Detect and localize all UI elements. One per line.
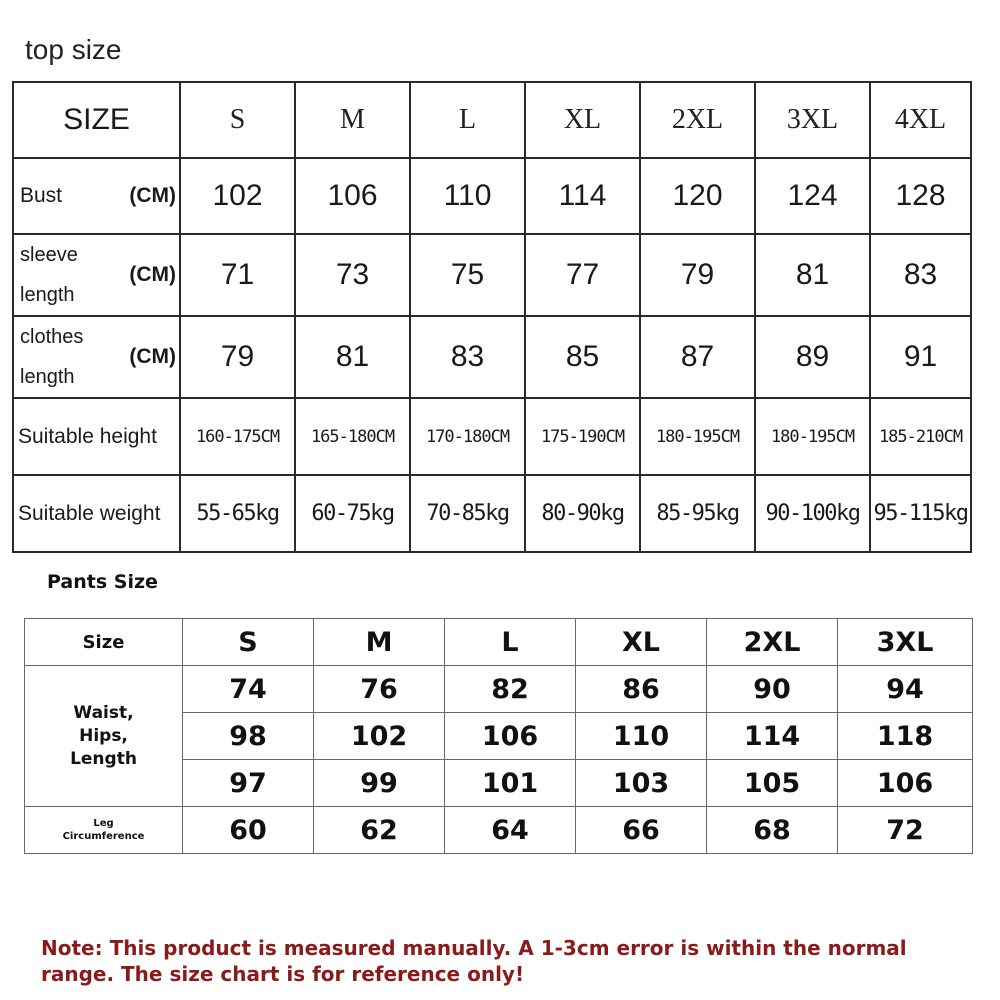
hips-value: 110 <box>576 713 707 760</box>
top-clothes-row <box>13 316 971 398</box>
weight-value: 60-75kg <box>295 475 410 552</box>
top-size-table <box>12 81 972 553</box>
measurement-note: Note: This product is measured manually. A 1-3cm error is within the normal range. The size chart is for reference only! <box>41 936 907 986</box>
waist-value: 94 <box>838 666 973 713</box>
leg-value: 62 <box>314 807 445 854</box>
leg-label-line1: Leg <box>93 818 114 829</box>
pants-waist-row <box>25 666 973 713</box>
sleeve-value: 75 <box>410 234 525 316</box>
clothes-value: 81 <box>295 316 410 398</box>
length-value: 106 <box>838 760 973 807</box>
hips-value: 106 <box>445 713 576 760</box>
waist-value: 90 <box>707 666 838 713</box>
clothes-value: 79 <box>180 316 295 398</box>
top-size-3xl: 3XL <box>755 82 870 158</box>
length-value: 97 <box>183 760 314 807</box>
pants-size-header-row <box>25 619 973 666</box>
top-bust-row <box>13 158 971 234</box>
clothes-label-line1: clothes <box>20 326 84 348</box>
bust-value: 124 <box>755 158 870 234</box>
weight-value: 90-100kg <box>755 475 870 552</box>
pants-size-title: Pants Size <box>47 571 158 593</box>
height-value: 185-210CM <box>870 398 971 475</box>
sleeve-value: 73 <box>295 234 410 316</box>
pants-size-table <box>24 618 973 854</box>
weight-value: 55-65kg <box>180 475 295 552</box>
sleeve-label-line2: length <box>20 284 75 306</box>
weight-value: 85-95kg <box>640 475 755 552</box>
hips-value: 102 <box>314 713 445 760</box>
group-label-line2: Hips, <box>79 725 128 746</box>
leg-value: 60 <box>183 807 314 854</box>
waist-value: 74 <box>183 666 314 713</box>
top-height-row <box>13 398 971 475</box>
waist-value: 86 <box>576 666 707 713</box>
leg-value: 68 <box>707 807 838 854</box>
length-value: 105 <box>707 760 838 807</box>
sleeve-value: 77 <box>525 234 640 316</box>
bust-unit: (CM) <box>129 184 176 207</box>
sleeve-unit: (CM) <box>129 263 176 286</box>
top-weight-row <box>13 475 971 552</box>
pants-size-m: M <box>314 619 445 666</box>
bust-value: 110 <box>410 158 525 234</box>
height-value: 170-180CM <box>410 398 525 475</box>
height-value: 175-190CM <box>525 398 640 475</box>
leg-value: 72 <box>838 807 973 854</box>
clothes-label-cell <box>13 316 180 398</box>
sleeve-value: 79 <box>640 234 755 316</box>
pants-size-s: S <box>183 619 314 666</box>
weight-value: 95-115kg <box>870 475 971 552</box>
bust-value: 128 <box>870 158 971 234</box>
bust-label: Bust <box>20 184 63 207</box>
leg-circumference-label <box>25 807 183 854</box>
pants-size-2xl: 2XL <box>707 619 838 666</box>
height-value: 165-180CM <box>295 398 410 475</box>
pants-size-3xl: 3XL <box>838 619 973 666</box>
sleeve-label-cell <box>13 234 180 316</box>
sleeve-label-line1: sleeve <box>20 244 78 266</box>
waist-value: 76 <box>314 666 445 713</box>
bust-label-cell <box>13 158 180 234</box>
clothes-unit: (CM) <box>129 345 176 368</box>
group-label-line1: Waist, <box>73 702 134 723</box>
sleeve-value: 71 <box>180 234 295 316</box>
weight-label: Suitable weight <box>13 475 180 552</box>
top-size-4xl: 4XL <box>870 82 971 158</box>
height-value: 180-195CM <box>640 398 755 475</box>
hips-value: 114 <box>707 713 838 760</box>
sleeve-value: 83 <box>870 234 971 316</box>
top-sleeve-row <box>13 234 971 316</box>
top-size-header-row <box>13 82 971 158</box>
pants-leg-row <box>25 807 973 854</box>
weight-value: 80-90kg <box>525 475 640 552</box>
top-size-m: M <box>295 82 410 158</box>
pants-size-xl: XL <box>576 619 707 666</box>
sleeve-value: 81 <box>755 234 870 316</box>
hips-value: 118 <box>838 713 973 760</box>
pants-size-l: L <box>445 619 576 666</box>
leg-label-line2: Circumference <box>62 831 145 842</box>
bust-value: 102 <box>180 158 295 234</box>
bust-value: 120 <box>640 158 755 234</box>
pants-size-label: Size <box>25 619 183 666</box>
clothes-value: 91 <box>870 316 971 398</box>
waist-hips-length-label <box>25 666 183 807</box>
height-value: 180-195CM <box>755 398 870 475</box>
top-size-title: top size <box>25 34 122 65</box>
clothes-value: 83 <box>410 316 525 398</box>
top-size-2xl: 2XL <box>640 82 755 158</box>
clothes-label-line2: length <box>20 366 75 388</box>
hips-value: 98 <box>183 713 314 760</box>
bust-value: 114 <box>525 158 640 234</box>
top-size-xl: XL <box>525 82 640 158</box>
top-size-s: S <box>180 82 295 158</box>
waist-value: 82 <box>445 666 576 713</box>
leg-value: 64 <box>445 807 576 854</box>
length-value: 101 <box>445 760 576 807</box>
leg-value: 66 <box>576 807 707 854</box>
group-label-line3: Length <box>70 748 137 769</box>
clothes-value: 85 <box>525 316 640 398</box>
top-size-l: L <box>410 82 525 158</box>
length-value: 103 <box>576 760 707 807</box>
bust-value: 106 <box>295 158 410 234</box>
clothes-value: 89 <box>755 316 870 398</box>
top-size-label: SIZE <box>13 82 180 158</box>
weight-value: 70-85kg <box>410 475 525 552</box>
height-label: Suitable height <box>13 398 180 475</box>
height-value: 160-175CM <box>180 398 295 475</box>
length-value: 99 <box>314 760 445 807</box>
clothes-value: 87 <box>640 316 755 398</box>
